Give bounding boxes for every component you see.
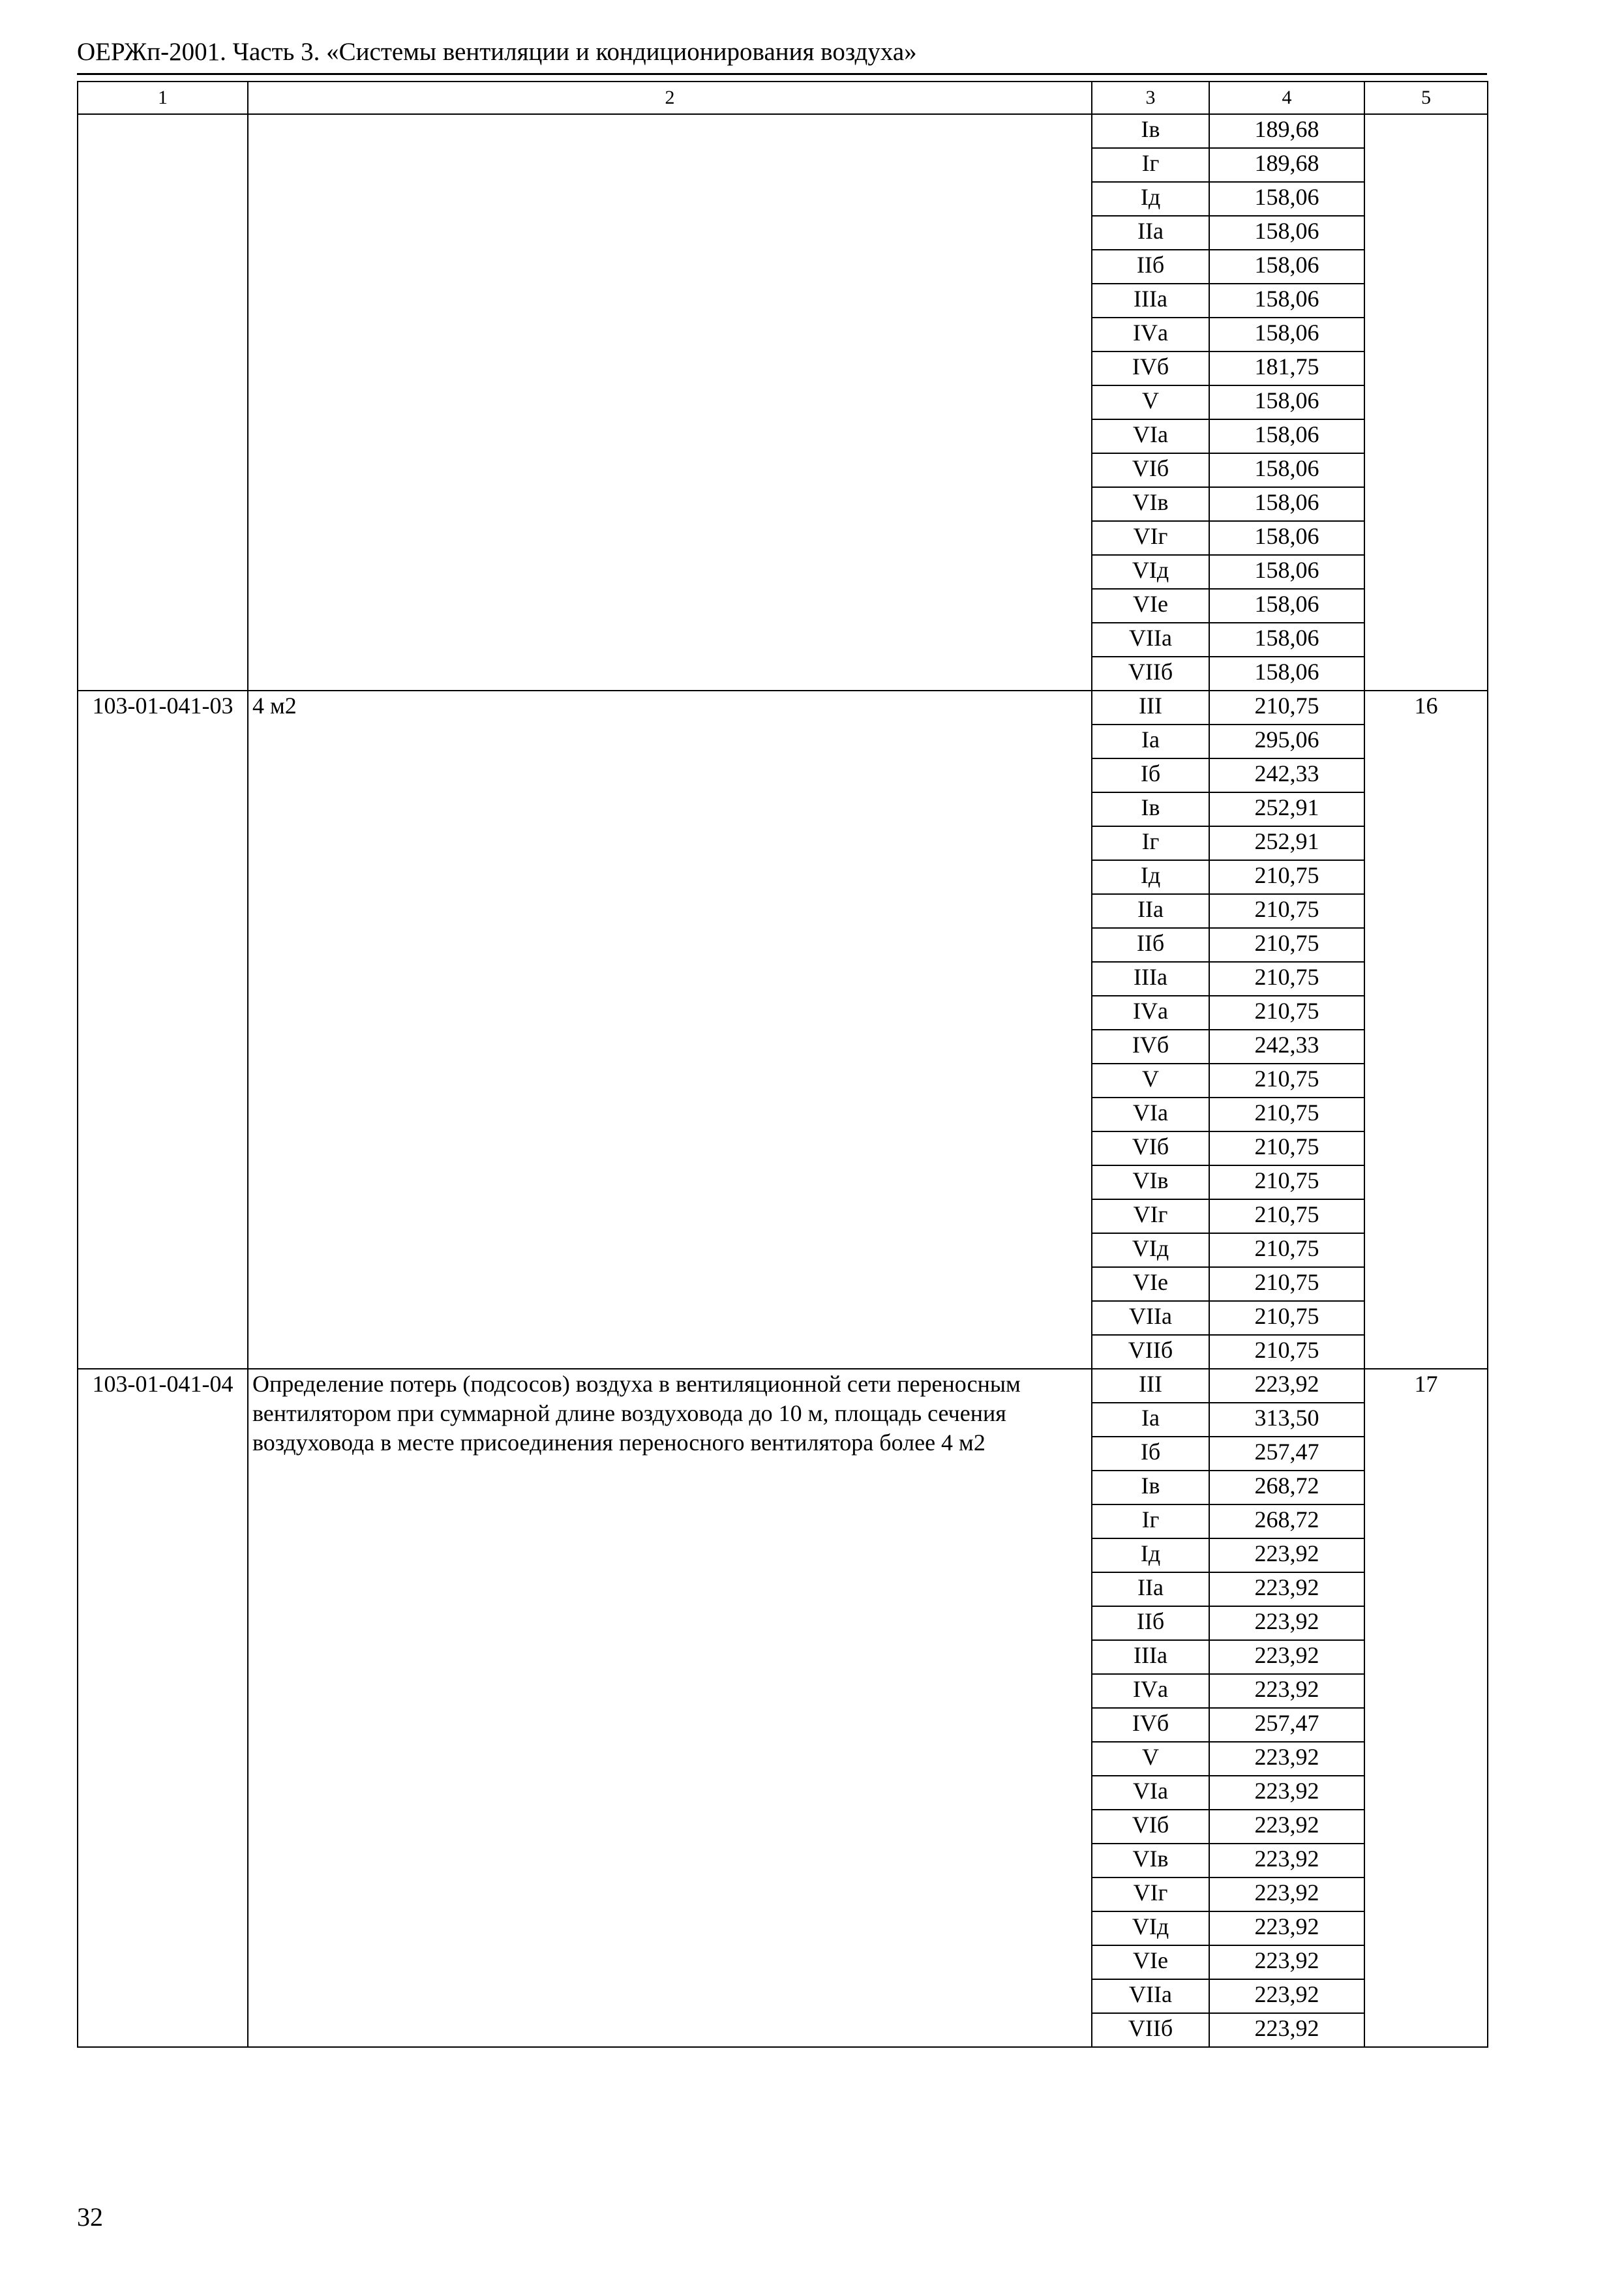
- zone-cell: Iв: [1092, 1471, 1209, 1504]
- zone-cell: Iб: [1092, 758, 1209, 792]
- zone-cell: Iд: [1092, 1538, 1209, 1572]
- zone-cell: VIб: [1092, 1810, 1209, 1844]
- zone-cell: VIд: [1092, 555, 1209, 589]
- price-cell: 223,92: [1209, 1878, 1364, 1911]
- price-cell: 252,91: [1209, 826, 1364, 860]
- price-cell: 223,92: [1209, 1369, 1364, 1403]
- price-cell: 210,75: [1209, 1233, 1364, 1267]
- zone-cell: Iа: [1092, 725, 1209, 758]
- zone-cell: VIIб: [1092, 1335, 1209, 1369]
- zone-cell: Iг: [1092, 1504, 1209, 1538]
- zone-cell: IVб: [1092, 1708, 1209, 1742]
- price-cell: 223,92: [1209, 1979, 1364, 2013]
- rate-code-cell: [78, 114, 248, 691]
- page-number: 32: [77, 2202, 103, 2232]
- price-cell: 189,68: [1209, 148, 1364, 182]
- price-cell: 242,33: [1209, 758, 1364, 792]
- price-cell: 223,92: [1209, 1674, 1364, 1708]
- column-header: 1: [78, 82, 248, 114]
- price-cell: 223,92: [1209, 1810, 1364, 1844]
- column-header: 4: [1209, 82, 1364, 114]
- price-cell: 223,92: [1209, 1606, 1364, 1640]
- price-cell: 210,75: [1209, 691, 1364, 725]
- zone-cell: VIд: [1092, 1911, 1209, 1945]
- zone-cell: VIIа: [1092, 1979, 1209, 2013]
- price-cell: 313,50: [1209, 1403, 1364, 1437]
- zone-cell: VIб: [1092, 453, 1209, 487]
- zone-cell: VIIб: [1092, 657, 1209, 691]
- price-cell: 268,72: [1209, 1504, 1364, 1538]
- price-cell: 181,75: [1209, 352, 1364, 385]
- price-cell: 210,75: [1209, 962, 1364, 996]
- zone-cell: VIа: [1092, 1776, 1209, 1810]
- price-cell: 223,92: [1209, 1844, 1364, 1878]
- rate-code-cell: 103-01-041-04: [78, 1369, 248, 2047]
- zone-cell: VIIа: [1092, 623, 1209, 657]
- price-cell: 158,06: [1209, 385, 1364, 419]
- zone-cell: VIе: [1092, 1945, 1209, 1979]
- zone-cell: Iв: [1092, 114, 1209, 148]
- page-header-title: ОЕРЖп-2001. Часть 3. «Системы вентиляции и кондиционирования воздуха»: [77, 38, 917, 66]
- zone-cell: V: [1092, 385, 1209, 419]
- zone-cell: VIа: [1092, 1098, 1209, 1131]
- zone-cell: IIа: [1092, 1572, 1209, 1606]
- table-row: [78, 1369, 1488, 1403]
- price-cell: 295,06: [1209, 725, 1364, 758]
- zone-cell: Iв: [1092, 792, 1209, 826]
- price-cell: 223,92: [1209, 1538, 1364, 1572]
- zone-cell: VIв: [1092, 1165, 1209, 1199]
- zone-cell: Iа: [1092, 1403, 1209, 1437]
- work-description-cell: 4 м2: [248, 691, 1092, 1369]
- zone-cell: IIIа: [1092, 962, 1209, 996]
- price-cell: 158,06: [1209, 419, 1364, 453]
- note-cell: 17: [1364, 1369, 1488, 2047]
- zone-cell: VIв: [1092, 1844, 1209, 1878]
- price-cell: 242,33: [1209, 1030, 1364, 1064]
- table-row: [78, 114, 1488, 148]
- price-cell: 210,75: [1209, 996, 1364, 1030]
- zone-cell: VIIа: [1092, 1301, 1209, 1335]
- zone-cell: Iб: [1092, 1437, 1209, 1471]
- price-cell: 257,47: [1209, 1708, 1364, 1742]
- price-cell: 223,92: [1209, 1572, 1364, 1606]
- price-cell: 158,06: [1209, 623, 1364, 657]
- table-header-row: [78, 82, 1488, 114]
- price-cell: 158,06: [1209, 487, 1364, 521]
- price-cell: 158,06: [1209, 657, 1364, 691]
- zone-cell: VIе: [1092, 1267, 1209, 1301]
- price-cell: 210,75: [1209, 928, 1364, 962]
- price-cell: 210,75: [1209, 1131, 1364, 1165]
- price-cell: 210,75: [1209, 860, 1364, 894]
- price-cell: 223,92: [1209, 2013, 1364, 2047]
- price-cell: 210,75: [1209, 1064, 1364, 1098]
- price-cell: 158,06: [1209, 250, 1364, 284]
- zone-cell: IVа: [1092, 996, 1209, 1030]
- price-cell: 158,06: [1209, 521, 1364, 555]
- zone-cell: VIа: [1092, 419, 1209, 453]
- price-cell: 223,92: [1209, 1640, 1364, 1674]
- zone-cell: IIа: [1092, 216, 1209, 250]
- table-body: [78, 114, 1488, 2047]
- price-cell: 257,47: [1209, 1437, 1364, 1471]
- price-cell: 189,68: [1209, 114, 1364, 148]
- price-cell: 223,92: [1209, 1742, 1364, 1776]
- price-cell: 210,75: [1209, 894, 1364, 928]
- zone-cell: IIIа: [1092, 284, 1209, 318]
- zone-cell: Iд: [1092, 182, 1209, 216]
- header-rule: [77, 73, 1487, 75]
- zone-cell: IIб: [1092, 928, 1209, 962]
- work-description-cell: Определение потерь (подсосов) воздуха в вентиляционной сети переносным вентилятором при суммарной длине воздуховода до 10 м, площадь сечения воздуховода в месте присоединения переносного вентилятора более 4 м2: [248, 1369, 1092, 2047]
- zone-cell: VIг: [1092, 521, 1209, 555]
- price-cell: 210,75: [1209, 1335, 1364, 1369]
- zone-cell: IIб: [1092, 1606, 1209, 1640]
- zone-cell: III: [1092, 691, 1209, 725]
- zone-cell: IIа: [1092, 894, 1209, 928]
- note-cell: 16: [1364, 691, 1488, 1369]
- column-header: 3: [1092, 82, 1209, 114]
- zone-cell: IVа: [1092, 318, 1209, 352]
- price-cell: 223,92: [1209, 1776, 1364, 1810]
- zone-cell: IVб: [1092, 352, 1209, 385]
- price-cell: 223,92: [1209, 1911, 1364, 1945]
- rate-code-cell: 103-01-041-03: [78, 691, 248, 1369]
- rates-table: [77, 81, 1488, 2048]
- price-cell: 158,06: [1209, 318, 1364, 352]
- price-cell: 158,06: [1209, 589, 1364, 623]
- table-row: [78, 691, 1488, 725]
- price-cell: 268,72: [1209, 1471, 1364, 1504]
- note-cell: [1364, 114, 1488, 691]
- price-cell: 210,75: [1209, 1301, 1364, 1335]
- zone-cell: IIIа: [1092, 1640, 1209, 1674]
- zone-cell: Iг: [1092, 826, 1209, 860]
- work-description-cell: [248, 114, 1092, 691]
- zone-cell: VIд: [1092, 1233, 1209, 1267]
- zone-cell: VIе: [1092, 589, 1209, 623]
- price-cell: 210,75: [1209, 1098, 1364, 1131]
- column-header: 2: [248, 82, 1092, 114]
- price-cell: 158,06: [1209, 216, 1364, 250]
- zone-cell: V: [1092, 1064, 1209, 1098]
- price-cell: 158,06: [1209, 453, 1364, 487]
- zone-cell: IIб: [1092, 250, 1209, 284]
- price-cell: 158,06: [1209, 555, 1364, 589]
- zone-cell: VIв: [1092, 487, 1209, 521]
- zone-cell: VIг: [1092, 1878, 1209, 1911]
- zone-cell: VIIб: [1092, 2013, 1209, 2047]
- price-cell: 210,75: [1209, 1267, 1364, 1301]
- zone-cell: VIг: [1092, 1199, 1209, 1233]
- zone-cell: III: [1092, 1369, 1209, 1403]
- zone-cell: Iд: [1092, 860, 1209, 894]
- price-cell: 210,75: [1209, 1199, 1364, 1233]
- zone-cell: IVб: [1092, 1030, 1209, 1064]
- price-cell: 252,91: [1209, 792, 1364, 826]
- zone-cell: Iг: [1092, 148, 1209, 182]
- price-cell: 158,06: [1209, 182, 1364, 216]
- column-header: 5: [1364, 82, 1488, 114]
- price-cell: 210,75: [1209, 1165, 1364, 1199]
- zone-cell: IVа: [1092, 1674, 1209, 1708]
- price-cell: 223,92: [1209, 1945, 1364, 1979]
- price-cell: 158,06: [1209, 284, 1364, 318]
- zone-cell: VIб: [1092, 1131, 1209, 1165]
- zone-cell: V: [1092, 1742, 1209, 1776]
